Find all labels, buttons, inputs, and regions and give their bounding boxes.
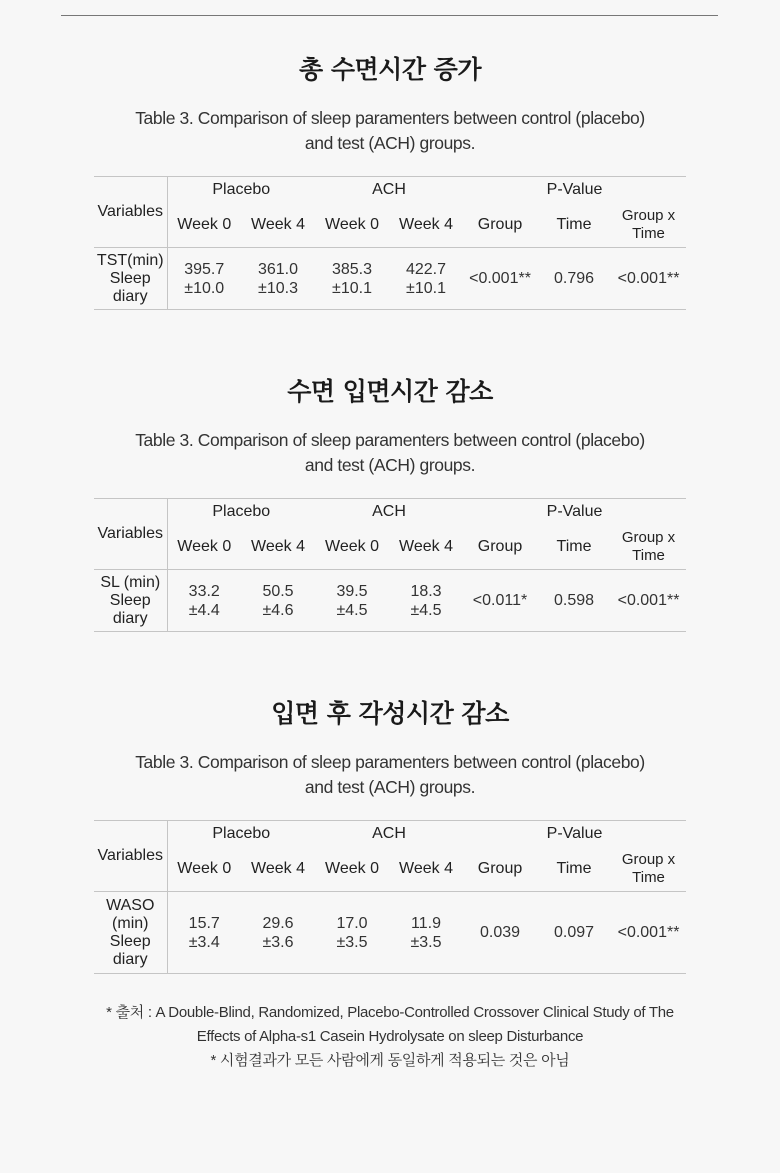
footnote-line: Effects of Alpha-s1 Casein Hydrolysate on sleep Disturbance (196, 1028, 584, 1045)
header-line: Time (632, 225, 665, 242)
top-divider (61, 15, 718, 16)
header-line: Time (632, 547, 665, 564)
variables-header: Variables (94, 821, 167, 892)
table-caption (0, 428, 780, 478)
cell-placebo-week0 (167, 570, 241, 632)
subheader-time: Time (537, 203, 611, 248)
subheader-group: Group (463, 203, 537, 248)
header-row-sub (94, 525, 686, 570)
cell-mean: 33.2 (188, 582, 220, 600)
row-label-line: TST(min) (96, 251, 164, 269)
cell-p-group-x-time: <0.001** (611, 248, 686, 310)
cell-placebo-week4 (241, 248, 315, 310)
subheader-week4: Week 4 (241, 203, 315, 248)
caption-line: and test (ACH) groups. (304, 777, 476, 797)
subheader-week4: Week 4 (241, 525, 315, 570)
subheader-group: Group (463, 525, 537, 570)
sleep-table-tst (94, 176, 686, 310)
cell-sd: ±10.1 (406, 279, 446, 297)
cell-mean: 361.0 (257, 260, 299, 278)
cell-sd: ±10.0 (184, 279, 225, 297)
group-header-placebo: Placebo (167, 499, 315, 526)
cell-placebo-week0 (167, 248, 241, 310)
cell-sd: ±3.4 (188, 933, 220, 951)
cell-mean: 395.7 (184, 260, 225, 278)
cell-p-group-x-time: <0.001** (611, 892, 686, 974)
group-header-pvalue: P-Value (463, 499, 686, 526)
cell-sd: ±4.6 (262, 601, 294, 619)
cell-placebo-week4 (241, 570, 315, 632)
cell-mean: 39.5 (336, 582, 368, 600)
cell-p-time: 0.097 (537, 892, 611, 974)
row-label-line: diary (112, 950, 148, 968)
subheader-time: Time (537, 525, 611, 570)
subheader-week0: Week 0 (315, 203, 389, 248)
row-label (94, 892, 167, 974)
cell-placebo-week4 (241, 892, 315, 974)
cell-mean: 50.5 (262, 582, 294, 600)
cell-ach-week4 (389, 570, 463, 632)
subheader-group-x-time (611, 203, 686, 248)
cell-mean: 17.0 (336, 914, 368, 932)
row-label (94, 570, 167, 632)
subheader-week0: Week 0 (315, 847, 389, 892)
caption-line: Table 3. Comparison of sleep paramenters between control (placebo) (135, 108, 645, 128)
sleep-table-sl (94, 498, 686, 632)
cell-sd: ±4.4 (188, 601, 220, 619)
header-line: Group x (621, 851, 676, 868)
table-row (94, 248, 686, 310)
subheader-week0: Week 0 (167, 203, 241, 248)
cell-sd: ±4.5 (336, 601, 368, 619)
table-caption (0, 106, 780, 156)
cell-p-group-x-time: <0.001** (611, 570, 686, 632)
subheader-week4: Week 4 (389, 847, 463, 892)
row-label-line: Sleep (109, 269, 151, 287)
subheader-week4: Week 4 (389, 525, 463, 570)
cell-ach-week4 (389, 248, 463, 310)
row-label-line: diary (112, 609, 148, 627)
cell-mean: 15.7 (188, 914, 220, 932)
footnote-line: * 시험결과가 모든 사람에게 동일하게 적용되는 것은 아님 (210, 1052, 570, 1069)
section-waso (0, 697, 780, 800)
cell-sd: ±10.1 (332, 279, 372, 297)
variables-header: Variables (94, 499, 167, 570)
group-header-ach: ACH (315, 177, 463, 204)
cell-ach-week4 (389, 892, 463, 974)
section-sleep-latency (0, 375, 780, 478)
section-title: 수면 입면시간 감소 (287, 377, 493, 406)
subheader-week0: Week 0 (315, 525, 389, 570)
group-header-placebo: Placebo (167, 821, 315, 848)
header-row-groups (94, 499, 686, 526)
variables-header: Variables (94, 177, 167, 248)
row-label-line: WASO (106, 896, 155, 914)
source-footnote (0, 1001, 780, 1073)
row-label-line: diary (112, 287, 148, 305)
cell-p-time: 0.796 (537, 248, 611, 310)
table-row (94, 570, 686, 632)
cell-p-time: 0.598 (537, 570, 611, 632)
caption-line: and test (ACH) groups. (304, 133, 476, 153)
header-row-groups (94, 821, 686, 848)
group-header-ach: ACH (315, 821, 463, 848)
cell-p-group: 0.039 (463, 892, 537, 974)
subheader-group-x-time (611, 525, 686, 570)
row-label (94, 248, 167, 310)
row-label-line: Sleep (109, 932, 151, 950)
group-header-ach: ACH (315, 499, 463, 526)
cell-sd: ±10.3 (258, 279, 298, 297)
section-title: 총 수면시간 증가 (299, 55, 481, 84)
subheader-group-x-time (611, 847, 686, 892)
subheader-group: Group (463, 847, 537, 892)
row-label-line: SL (min) (100, 573, 161, 591)
cell-sd: ±3.6 (262, 933, 294, 951)
group-header-placebo: Placebo (167, 177, 315, 204)
sleep-table-waso (94, 820, 686, 974)
header-row-sub (94, 203, 686, 248)
cell-mean: 18.3 (410, 582, 442, 600)
subheader-week0: Week 0 (167, 847, 241, 892)
section-title: 입면 후 각성시간 감소 (271, 699, 509, 728)
subheader-week0: Week 0 (167, 525, 241, 570)
cell-mean: 29.6 (262, 914, 294, 932)
caption-line: Table 3. Comparison of sleep paramenters between control (placebo) (135, 430, 645, 450)
header-line: Group x (621, 207, 676, 224)
table-caption (0, 750, 780, 800)
header-row-groups (94, 177, 686, 204)
section-total-sleep-time (0, 53, 780, 156)
cell-ach-week0 (315, 892, 389, 974)
caption-line: Table 3. Comparison of sleep paramenters between control (placebo) (135, 752, 645, 772)
cell-sd: ±3.5 (336, 933, 368, 951)
cell-ach-week0 (315, 248, 389, 310)
group-header-pvalue: P-Value (463, 821, 686, 848)
row-label-line: Sleep (109, 591, 151, 609)
group-header-pvalue: P-Value (463, 177, 686, 204)
cell-sd: ±3.5 (410, 933, 442, 951)
caption-line: and test (ACH) groups. (304, 455, 476, 475)
cell-sd: ±4.5 (410, 601, 442, 619)
table-row (94, 892, 686, 974)
subheader-week4: Week 4 (389, 203, 463, 248)
footnote-line: * 출처 : A Double-Blind, Randomized, Placebo-Controlled Crossover Clinical Study of The (106, 1004, 674, 1021)
cell-mean: 385.3 (331, 260, 373, 278)
subheader-time: Time (537, 847, 611, 892)
row-label-line: (min) (112, 914, 149, 932)
cell-p-group: <0.011* (463, 570, 537, 632)
cell-ach-week0 (315, 570, 389, 632)
cell-placebo-week0 (167, 892, 241, 974)
header-line: Group x (621, 529, 676, 546)
cell-mean: 11.9 (411, 914, 441, 932)
cell-mean: 422.7 (405, 260, 447, 278)
cell-p-group: <0.001** (463, 248, 537, 310)
header-row-sub (94, 847, 686, 892)
subheader-week4: Week 4 (241, 847, 315, 892)
header-line: Time (632, 869, 665, 886)
